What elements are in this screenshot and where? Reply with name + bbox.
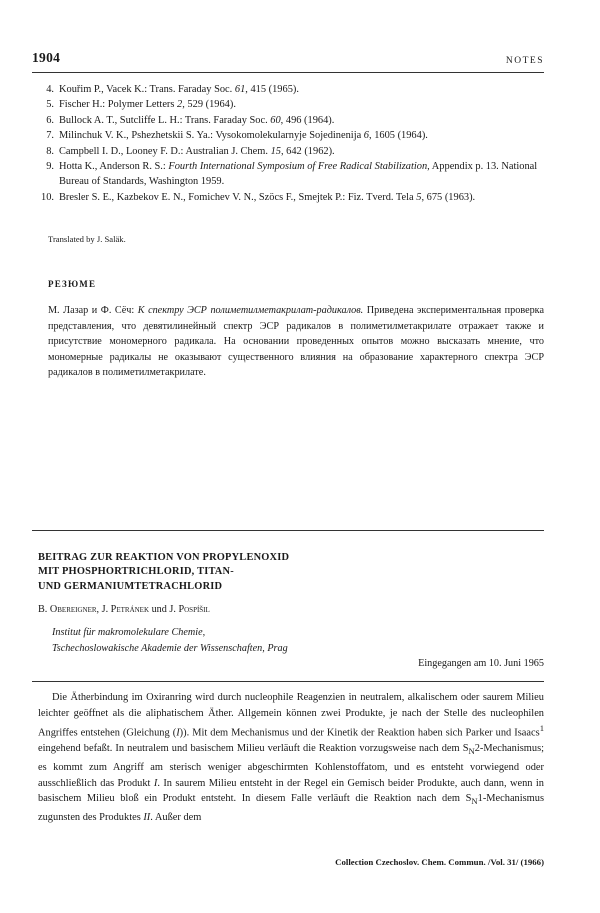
section-divider: [32, 530, 544, 531]
reference-list: [32, 82, 544, 205]
page-footer: Collection Czechoslov. Chem. Commun. /Vol. 31/ (1966): [335, 857, 544, 867]
summary-text: Приведена экспериментальная проверка представления, что девятилинейный спектр ЭСР радикалов в полиметилметакрилате отражает также и присутствие мономерного радикала. На основании проведенных опытов можно высказать мнение, что мономерные радикалы не оказывают существенного влияния на образование характерного спектра ЭСР радикалов в полиметилметакрилате.: [48, 305, 544, 379]
received-date: Eingegangen am 10. Juni 1965: [418, 658, 544, 669]
reference-item: 7. Milinchuk V. K., Pshezhetskii S. Ya.: Vysokomolekularnyje Sojedinenija 6, 1605 (1964).: [46, 130, 428, 142]
reference-item: 5. Fischer H.: Polymer Letters 2, 529 (1964).: [46, 99, 236, 111]
translator-credit: Translated by J. Saläk.: [48, 234, 126, 244]
summary-paragraph: [48, 303, 544, 381]
reference-item: 10. Bresler S. E., Kazbekov E. N., Fomichev V. N., Szöcs F., Smejtek P.: Fiz. Tverd. Tela 5, 675 (1963).: [41, 191, 476, 203]
body-paragraph: Die Ätherbindung im Oxiranring wird durch nucleophile Reagenzien in neutralem, alkalischem oder saurem Milieu leichter geöffnet als die aliphatischem Äther. Allgemein können zwei Produkte, je nach der Stelle des nucleophilen Angriffes entstehen (Gleichung (I)). Mit dem Mechanismus und der Kinetik der Reaktion haben sich Parker und Isaacs$^1$ eingehend befaßt. In neutralem und basischem Milieu verläuft die Reaktion vorzugsweise nach dem $S_N2$-Mechanismus; es kommt zum Angriff am sterisch weniger abgeschirmten Kohlenstoffatom, und es entsteht vorwiegend oder ausschließlich das Produkt I. In saurem Milieu entsteht in der Regel ein Gemisch beider Produkte, auch dann, wenn in basischem Milieu bloß ein Produkt entsteht. In diesem Falle verläuft die Reaktion nach dem $S_N1$-Mechanismus zugunsten des Produktes II. Außer dem: [38, 692, 545, 823]
summary-authors: М. Лазар и Ф. Сёч:: [48, 305, 138, 316]
article-body: [38, 690, 544, 825]
summary-heading: РЕЗЮМЕ: [48, 279, 97, 289]
page-number: 1904: [32, 50, 61, 65]
reference-item: 4. Kouřim P., Vacek K.: Trans. Faraday Soc. 61, 415 (1965).: [46, 84, 299, 95]
reference-item: 8. Campbell I. D., Looney F. D.: Australian J. Chem. 15, 642 (1962).: [46, 145, 335, 157]
body-rule: [32, 681, 544, 682]
page-header: [32, 50, 544, 66]
article-title: BEITRAG ZUR REAKTION VON PROPYLENOXID MIT PHOSPHORTRICHLORID, TITAN- UND GERMANIUMTETRACHLORID: [38, 552, 290, 592]
header-rule: [32, 72, 544, 73]
article-affiliation: Institut für makromolekulare Chemie, Tschechoslowakische Akademie der Wissenschaften, Prag: [52, 627, 288, 654]
running-head: NOTES: [505, 56, 544, 66]
reference-item: 9. Hotta K., Anderson R. S.: Fourth International Symposium of Free Radical Stabilization, Appendix p. 13. National Bureau of Standards, Washington 1959.: [46, 161, 538, 188]
article-authors: B. Obereigner, J. Petránek und J. Pospíšil: [38, 604, 210, 615]
reference-item: 6. Bullock A. T., Sutcliffe L. H.: Trans. Faraday Soc. 60, 496 (1964).: [46, 114, 335, 126]
summary-title: К спектру ЭСР полиметилметакрилат-радикалов.: [137, 305, 364, 316]
